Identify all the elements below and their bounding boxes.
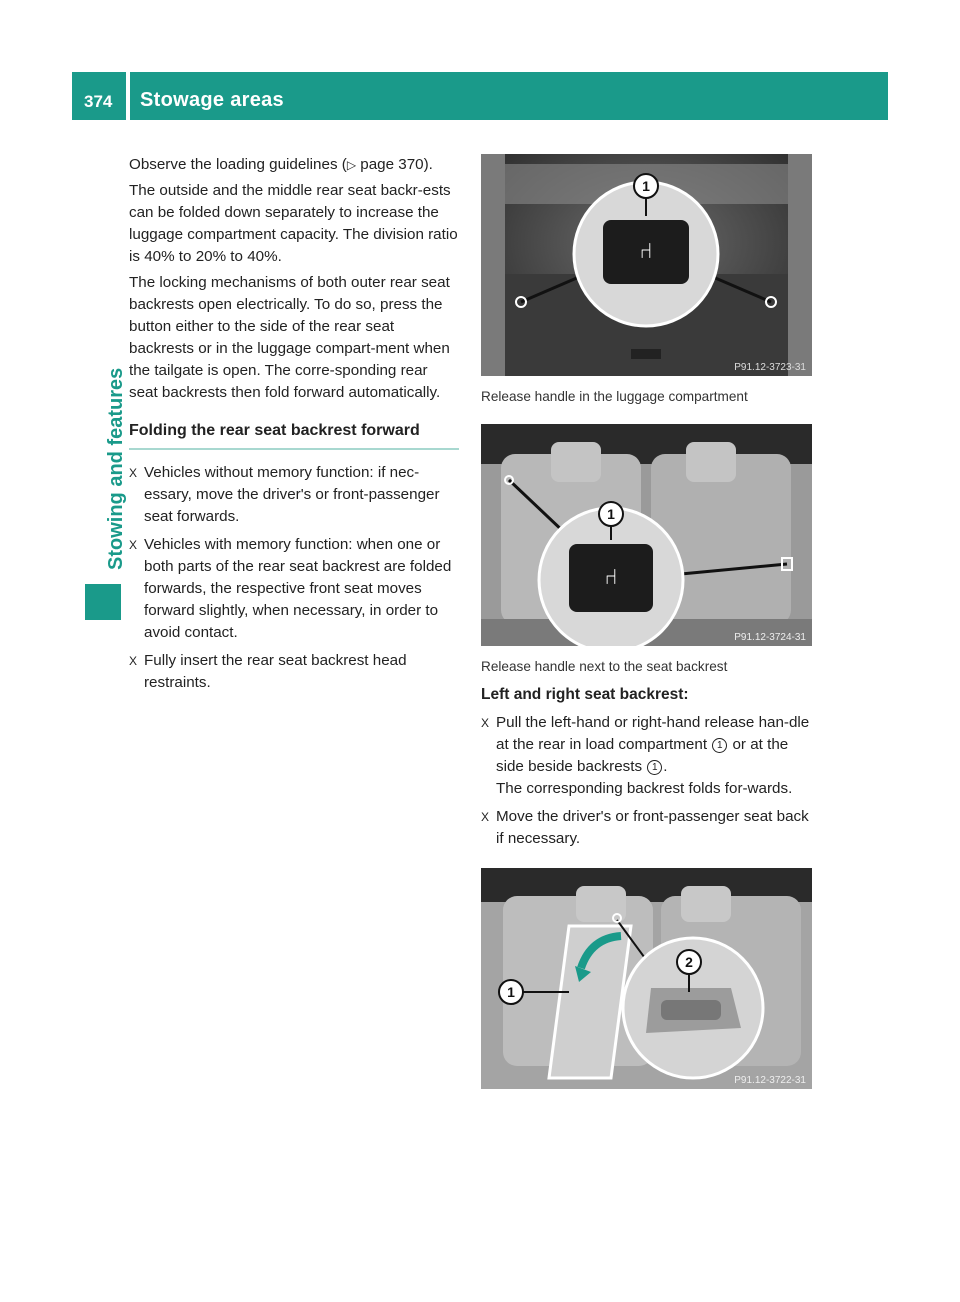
seat-backrest-illustration bbox=[481, 424, 812, 646]
list-item: X Vehicles without memory function: if nec-essary, move the driver's or front-passenger seat forwards. bbox=[129, 464, 440, 525]
page-ref-arrow: ▷ bbox=[346, 158, 357, 172]
step-result: The corresponding backrest folds for-wards. bbox=[496, 780, 793, 797]
figure-luggage-compartment bbox=[481, 154, 812, 376]
callout-2: 2 bbox=[685, 954, 693, 970]
side-tab-marker bbox=[85, 584, 121, 620]
figure-seat-folding bbox=[481, 868, 812, 1089]
callout-ref-1: 1 bbox=[647, 760, 662, 775]
figure-code: P91.12-3724-31 bbox=[734, 632, 806, 643]
intro-paragraph-2: The outside and the middle rear seat backr-ests can be folded down separately to increase the luggage compartment capacity. The division ratio is 40% to 20% to 40%. bbox=[129, 182, 458, 265]
section-title: Stowage areas bbox=[140, 89, 284, 111]
right-column bbox=[481, 154, 812, 850]
intro-paragraph-3: The locking mechanisms of both outer rear seat backrests open electrically. To do so, press the button either to the side of the rear seat backrests or in the luggage compart-ment when the tailgate is open. The corre-sponding rear seat backrests then fold forward automatically. bbox=[129, 274, 450, 401]
list-item: X Move the driver's or front-passenger seat back if necessary. bbox=[481, 808, 809, 847]
list-item: X Pull the left-hand or right-hand release han-dle at the rear in load compartment 1 or at the side beside backrests 1 . The corresponding backrest folds for-wards. bbox=[481, 712, 812, 800]
section-heading: Folding the rear seat backrest forward bbox=[129, 420, 459, 450]
intro-paragraph-1: Observe the loading guidelines (▷ page 370). bbox=[129, 156, 433, 173]
page-header bbox=[72, 72, 888, 120]
bullet-marker: X bbox=[481, 810, 490, 824]
seat-folding-illustration bbox=[481, 868, 812, 1089]
side-tab bbox=[85, 270, 125, 570]
luggage-compartment-illustration bbox=[481, 154, 812, 376]
callout-ref-1: 1 bbox=[712, 738, 727, 753]
svg-text:⑁: ⑁ bbox=[639, 239, 653, 264]
figure-caption: Release handle in the luggage compartment bbox=[481, 389, 748, 404]
side-tab-label: Stowing and features bbox=[105, 367, 127, 570]
figure-caption: Release handle next to the seat backrest bbox=[481, 659, 728, 674]
figure-code: P91.12-3723-31 bbox=[734, 362, 806, 373]
bullet-marker: X bbox=[129, 654, 138, 668]
header-divider bbox=[126, 72, 130, 120]
bullet-marker: X bbox=[481, 716, 490, 730]
page-number: 374 bbox=[84, 92, 113, 111]
list-item: X Fully insert the rear seat backrest head restraints. bbox=[129, 652, 407, 691]
bullet-marker: X bbox=[129, 538, 138, 552]
sub-heading: Left and right seat backrest: bbox=[481, 686, 689, 703]
figure-seat-backrest bbox=[481, 424, 812, 646]
figure-code: P91.12-3722-31 bbox=[734, 1075, 806, 1086]
svg-text:⑁: ⑁ bbox=[604, 565, 618, 590]
left-column bbox=[129, 154, 459, 694]
list-item: X Vehicles with memory function: when one or both parts of the rear seat backrest are folded forwards, the respective front seat moves forward slightly, when necessary, in order to avoid contact. bbox=[129, 536, 452, 641]
callout-1: 1 bbox=[507, 984, 515, 1000]
callout-1: 1 bbox=[642, 178, 650, 194]
bullet-marker: X bbox=[129, 466, 138, 480]
callout-1: 1 bbox=[607, 506, 615, 522]
